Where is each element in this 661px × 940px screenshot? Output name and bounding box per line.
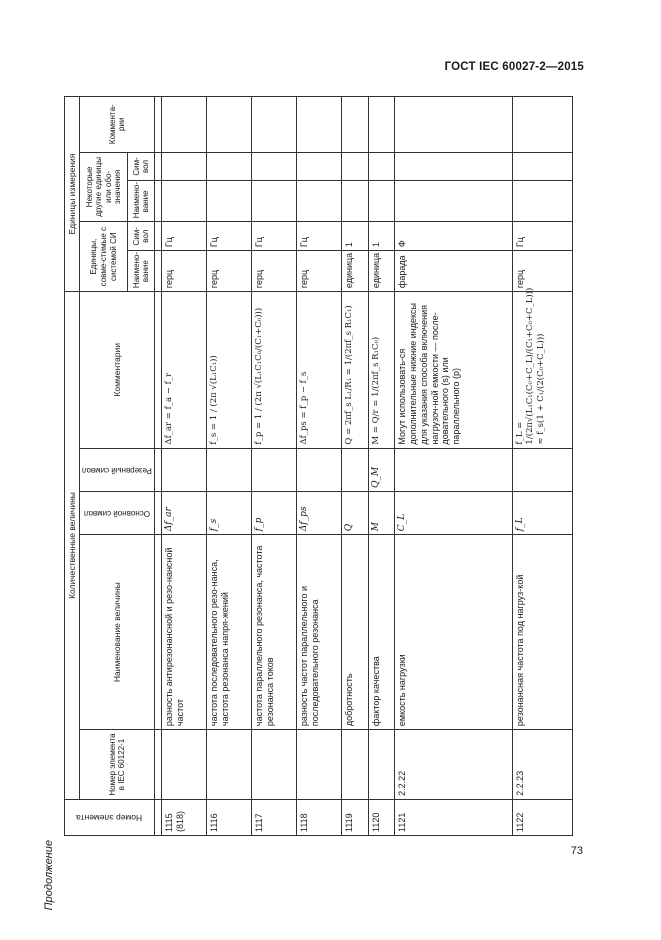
- col-header-other-unit-symbol: Сим-вол: [128, 152, 155, 181]
- cell-si-symbol: 1: [368, 222, 395, 251]
- cell-empty: [207, 181, 252, 222]
- cell-iec: [296, 730, 341, 800]
- cell-comment: f_p = 1 / (2π √(L₁C₁C₀/(C₁+C₀))): [251, 292, 296, 448]
- cell-name: добротность: [341, 535, 368, 730]
- cell-si-symbol: Гц: [296, 222, 341, 251]
- cell-empty: [207, 97, 252, 153]
- cell-si-symbol: Гц: [162, 222, 207, 251]
- quantities-table: [64, 96, 573, 836]
- cell-no: 1118: [296, 799, 341, 835]
- col-header-other-units: Некоторые другие единицы или обо-значения: [80, 152, 128, 222]
- cell-name: емкость нагрузки: [395, 535, 513, 730]
- cell-name: разность частот параллельного и последовательного резонанса: [296, 535, 341, 730]
- cell-iec: [207, 730, 252, 800]
- cell-empty: [368, 152, 395, 181]
- cell-empty: [162, 152, 207, 181]
- cell-empty: [251, 97, 296, 153]
- cell-no: 1122: [513, 799, 573, 835]
- cell-name: частота параллельного резонанса, частота резонанса токов: [251, 535, 296, 730]
- continuation-label: [43, 840, 57, 940]
- col-header-quantities: Количественные величины: [65, 292, 80, 800]
- cell-iec: [162, 730, 207, 800]
- table-row: [162, 97, 207, 836]
- table-row: [513, 97, 573, 836]
- col-header-comments: Комментарии: [80, 292, 155, 448]
- col-header-name: Наименование величины: [80, 535, 155, 730]
- cell-comment: f_s = 1 / (2π √(L₁C₁)): [207, 292, 252, 448]
- cell-empty: [513, 181, 573, 222]
- cell-no: 1117: [251, 799, 296, 835]
- cell-empty: [162, 97, 207, 153]
- cell-iec: [341, 730, 368, 800]
- cell-no: 1119: [341, 799, 368, 835]
- cell-reserve: Q_M: [368, 448, 395, 491]
- table-row: [207, 97, 252, 836]
- cell-empty: [368, 181, 395, 222]
- table-row: [368, 97, 395, 836]
- cell-symbol: Δf_ps: [296, 491, 341, 534]
- cell-iec: 2.2.23: [513, 730, 573, 800]
- col-header-si-units: Единицы, совме-стимые с системой СИ: [80, 222, 128, 292]
- col-header-units: Единицы измерения: [65, 97, 80, 292]
- cell-name: фактор качества: [368, 535, 395, 730]
- cell-symbol: f_s: [207, 491, 252, 534]
- table-row: [395, 97, 513, 836]
- cell-iec: [251, 730, 296, 800]
- cell-symbol: M: [368, 491, 395, 534]
- cell-si-name: герц: [162, 251, 207, 292]
- cell-si-symbol: 1: [341, 222, 368, 251]
- cell-empty: [513, 97, 573, 153]
- cell-empty: [513, 152, 573, 181]
- cell-empty: [296, 152, 341, 181]
- cell-no: 1120: [368, 799, 395, 835]
- cell-empty: [251, 152, 296, 181]
- cell-si-symbol: Гц: [513, 222, 573, 251]
- cell-empty: [162, 181, 207, 222]
- cell-no: 1116: [207, 799, 252, 835]
- cell-empty: [207, 152, 252, 181]
- document-header: ГОСТ IEC 60027-2—2015: [444, 61, 584, 73]
- table-row: [251, 97, 296, 836]
- cell-symbol: Δf_ar: [162, 491, 207, 534]
- table-row: [296, 97, 341, 836]
- cell-si-name: герц: [513, 251, 573, 292]
- cell-iec: [368, 730, 395, 800]
- col-header-element-no: Номер элемента: [65, 799, 155, 835]
- cell-empty: [341, 152, 368, 181]
- cell-empty: [395, 97, 513, 153]
- cell-si-name: единица: [368, 251, 395, 292]
- cell-comment: Δf_ps = f_p − f_s: [296, 292, 341, 448]
- col-header-iec-element: Номер элемента в IEC 60122-1: [80, 730, 155, 800]
- cell-symbol: f_L: [513, 491, 573, 534]
- cell-empty: [341, 181, 368, 222]
- rotated-table-area: [64, 96, 661, 832]
- cell-comment: Могут использовать-ся дополнительные нижние индексы для указания способа включения нагрузоч-ной емкости — после-довательного (s) или параллельного (p): [395, 292, 513, 448]
- cell-name: резонансная частота под нагруз-кой: [513, 535, 573, 730]
- table-row: [341, 97, 368, 836]
- cell-comment: f_L = 1/(2π√(L₁C₁(C₀+C_L)/(C₁+C₀+C_L))) ≈ f_s(1 + C₁/(2(C₀+C_L))): [513, 292, 573, 448]
- continuation-text: Продолжение: [43, 840, 55, 911]
- cell-no: 1115 (818): [162, 799, 207, 835]
- cell-si-name: герц: [207, 251, 252, 292]
- cell-reserve: [207, 448, 252, 491]
- cell-comment: M = Q/r = 1/(2πf_s R₁C₀): [368, 292, 395, 448]
- page-number: 73: [570, 845, 583, 857]
- cell-empty: [296, 97, 341, 153]
- cell-name: разность антирезонансной и резо-нансной частот: [162, 535, 207, 730]
- cell-si-name: герц: [296, 251, 341, 292]
- cell-reserve: [395, 448, 513, 491]
- cell-si-name: герц: [251, 251, 296, 292]
- cell-si-name: единица: [341, 251, 368, 292]
- cell-comment: Q = 2πf_s L₁/R₁ = 1/(2πf_s R₁C₁): [341, 292, 368, 448]
- cell-si-symbol: Гц: [251, 222, 296, 251]
- cell-si-symbol: Гц: [207, 222, 252, 251]
- cell-empty: [368, 97, 395, 153]
- cell-reserve: [251, 448, 296, 491]
- cell-no: 1121: [395, 799, 513, 835]
- col-header-main-symbol: Основной символ: [80, 491, 155, 534]
- cell-empty: [251, 181, 296, 222]
- col-header-si-unit-symbol: Сим-вол: [128, 222, 155, 251]
- col-header-other-unit-name: Наимено-вание: [128, 181, 155, 222]
- cell-comment: Δf_ar = f_a − f_r: [162, 292, 207, 448]
- cell-iec: 2.2.22: [395, 730, 513, 800]
- col-header-reserve-symbol: Резервный символ: [80, 448, 155, 491]
- cell-si-name: фарада: [395, 251, 513, 292]
- col-header-comments2: Коммента-рии: [80, 97, 155, 153]
- cell-reserve: [162, 448, 207, 491]
- col-header-si-unit-name: Наимено-вание: [128, 251, 155, 292]
- cell-reserve: [341, 448, 368, 491]
- cell-symbol: f_p: [251, 491, 296, 534]
- cell-reserve: [296, 448, 341, 491]
- cell-symbol: Q: [341, 491, 368, 534]
- cell-empty: [296, 181, 341, 222]
- cell-empty: [395, 181, 513, 222]
- cell-si-symbol: Ф: [395, 222, 513, 251]
- cell-reserve: [513, 448, 573, 491]
- cell-empty: [395, 152, 513, 181]
- cell-name: частота последовательного резо-нанса, частота резонанса напря-жений: [207, 535, 252, 730]
- cell-empty: [341, 97, 368, 153]
- cell-symbol: C_L: [395, 491, 513, 534]
